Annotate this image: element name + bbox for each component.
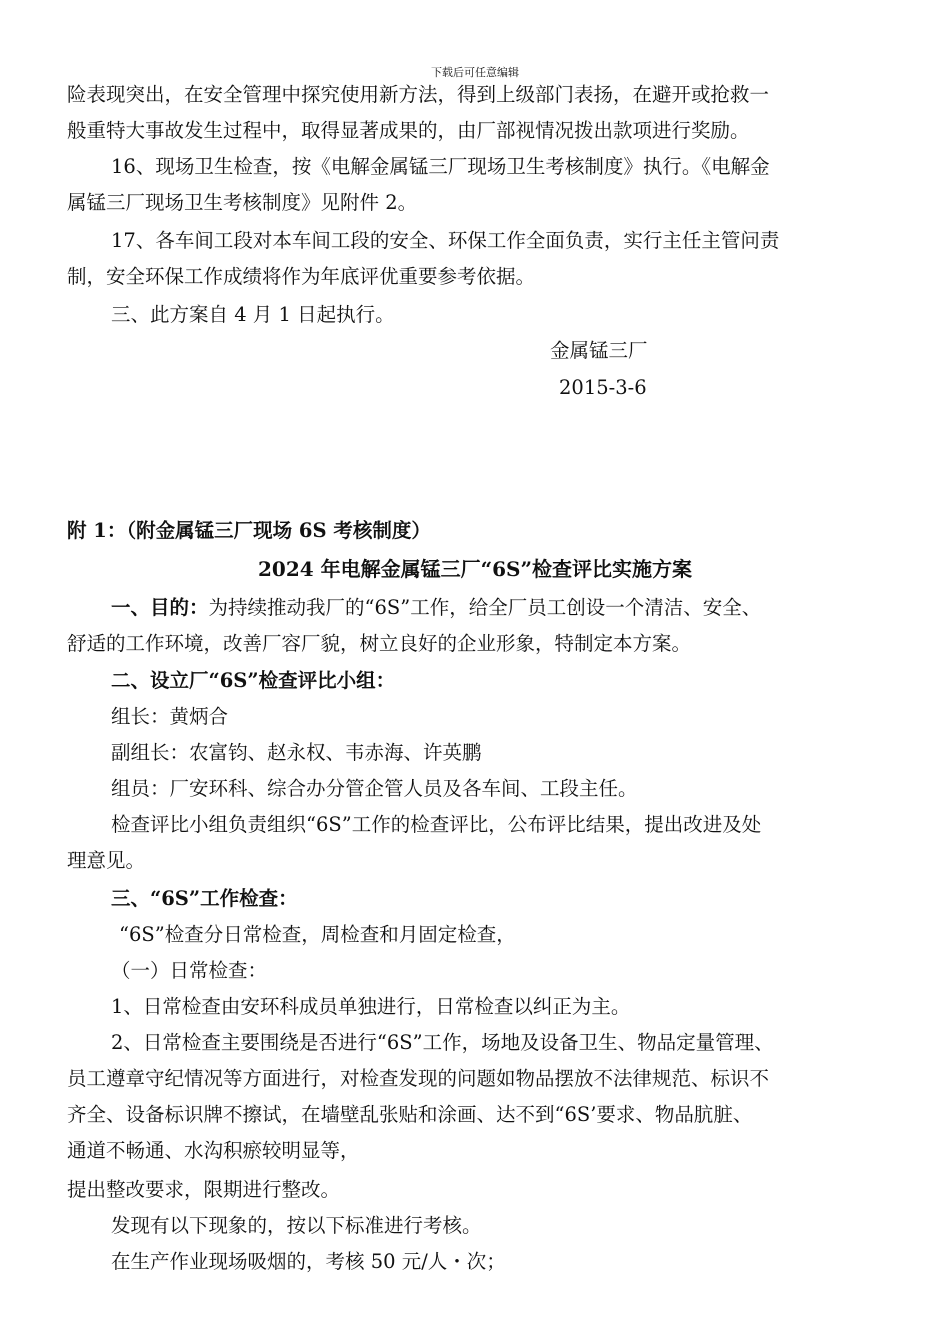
paragraph-line: 般重特大事故发生过程中，取得显著成果的，由厂部视情况拨出款项进行奖励。 [67,119,750,142]
assessment-item: 在生产作业现场吸烟的，考核 50 元/人・次； [111,1250,506,1273]
assessment-intro: 发现有以下现象的，按以下标准进行考核。 [111,1214,482,1237]
plan-title: 2024 年电解金属锰三厂“6S”检查评比实施方案 [258,557,692,581]
item-16-line: 16、现场卫生检查，按《电解金属锰三厂现场卫生考核制度》执行。《电解金 [111,155,770,178]
daily-check-item: 员工遵章守纪情况等方面进行，对检查发现的问题如物品摆放不法律规范、标识不 [67,1067,770,1090]
item-16-line: 属锰三厂现场卫生考核制度》见附件 2。 [67,191,418,214]
paragraph-line: 险表现突出，在安全管理中探究使用新方法，得到上级部门表扬，在避开或抢救一 [67,83,770,106]
daily-check-item: 齐全、设备标识牌不擦试，在墙壁乱张贴和涂画、达不到“6S’要求、物品肮脏、 [67,1103,753,1126]
daily-check-item: 2、日常检查主要围绕是否进行“6S”工作，场地及设备卫生、物品定量管理、 [111,1031,774,1054]
section-1-line: 舒适的工作环境，改善厂容厂貌，树立良好的企业形象，特制定本方案。 [67,632,692,655]
daily-check-item: 1、日常检查由安环科成员单独进行，日常检查以纠正为主。 [111,995,631,1018]
section-1-heading: 一、目的： [111,596,209,619]
group-duty-line: 理意见。 [67,849,146,872]
group-duty-line: 检查评比小组负责组织“6S”工作的检查评比，公布评比结果，提出改进及处 [111,813,762,836]
section-3-heading: 三、“6S”工作检查： [111,887,298,910]
daily-check-item: 通道不畅通、水沟积瘀较明显等， [67,1139,360,1162]
daily-check-item: 提出整改要求，限期进行整改。 [67,1178,341,1201]
group-members: 组员：厂安环科、综合办分管企管人员及各车间、工段主任。 [111,777,638,800]
group-leader: 组长：黄炳合 [111,705,229,728]
section-2-heading: 二、设立厂“6S”检查评比小组： [111,669,396,692]
section-1-text: 为持续推动我厂的“6S”工作，给全厂员工创设一个清洁、安全、 [208,596,762,619]
daily-check-heading: （一）日常检查： [111,959,268,982]
group-deputy: 副组长：农富钧、赵永权、韦赤海、许英鹏 [111,741,482,764]
item-17-line: 制，安全环保工作成绩将作为年底评优重要参考依据。 [67,265,536,288]
section-1-line [111,596,761,620]
item-17-line: 17、各车间工段对本车间工段的安全、环保工作全面负责，实行主任主管问责 [111,229,780,252]
signature-date: 2015-3-6 [559,376,647,399]
appendix-title: 附 1：（附金属锰三厂现场 6S 考核制度） [67,519,431,542]
section-3-intro: “6S”检查分日常检查，周检查和月固定检查， [119,923,516,946]
effective-date-line: 三、此方案自 4 月 1 日起执行。 [111,303,395,326]
signature-org: 金属锰三厂 [550,339,648,362]
header-note: 下载后可任意编辑 [431,66,519,79]
